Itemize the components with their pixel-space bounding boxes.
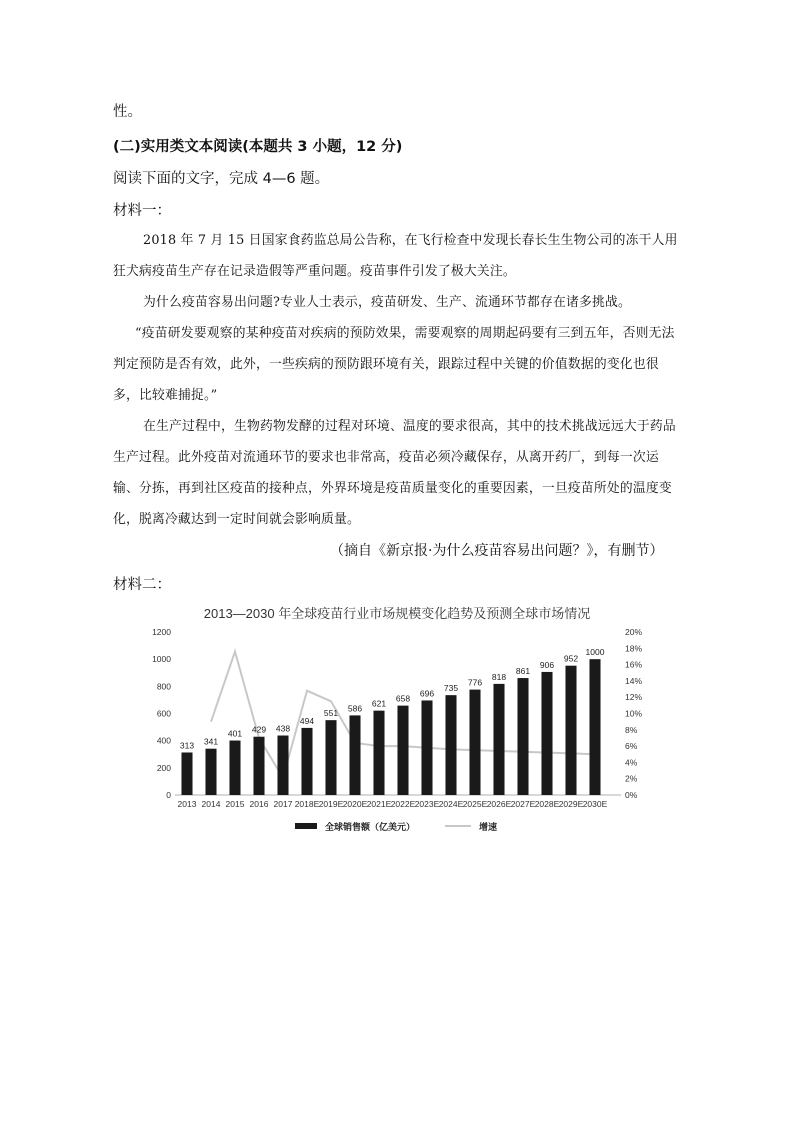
- x-axis-tick-label: 2020E: [342, 799, 368, 809]
- right-axis-tick-label: 16%: [625, 659, 643, 670]
- sales-bar: [181, 752, 192, 795]
- left-axis-tick-label: 800: [156, 681, 171, 692]
- left-axis-tick-label: 600: [156, 708, 171, 719]
- paragraph-1: [113, 225, 683, 287]
- sales-bar: [277, 736, 288, 795]
- paragraph-4-text: 在生产过程中，生物药物发酵的过程对环境、温度的要求很高，其中的技术挑战远远大于药品生产过程。此外疫苗对流通环节的要求也非常高，疫苗必须冷藏保存，从离开药厂，到每一次运输、分拣，再到社区疫苗的接种点，外界环境是疫苗质量变化的重要因素，一旦疫苗所处的温度变化，脱离冷藏达到一定时间就会影响质量。: [113, 419, 676, 527]
- sales-bar: [205, 749, 216, 795]
- sales-bar: [229, 741, 240, 795]
- sales-bar: [493, 684, 504, 795]
- paragraph-1-text: 2018 年 7 月 15 日国家食药监总局公告称，在飞行检查中发现长春长生生物公司的冻干人用狂犬病疫苗生产存在记录造假等严重问题。疫苗事件引发了极大关注。: [113, 233, 678, 279]
- left-axis-tick-label: 1000: [152, 654, 171, 665]
- legend-label-growth: 增速: [479, 822, 498, 832]
- x-axis-tick-label: 2019E: [318, 799, 344, 809]
- right-axis-tick-label: 4%: [625, 757, 638, 768]
- paragraph-3-text: “疫苗研发要观察的某种疫苗对疾病的预防效果，需要观察的周期起码要有三到五年，否则无法判定预防是否有效，此外，一些疾病的预防跟环境有关，跟踪过程中关键的价值数据的变化也很多，比较难捕捉。”: [113, 326, 675, 403]
- right-axis-tick-label: 18%: [625, 643, 643, 654]
- sales-bar: [373, 711, 384, 795]
- x-axis-tick-label: 2014: [201, 799, 221, 809]
- x-axis-tick-label: 2018E: [294, 799, 320, 809]
- sales-bar: [253, 737, 264, 795]
- continuation-text: 性。: [113, 104, 142, 120]
- right-axis-tick-label: 10%: [625, 708, 643, 719]
- x-axis-tick-label: 2026E: [486, 799, 512, 809]
- bar-value-label: 621: [371, 698, 387, 709]
- sales-bar: [349, 715, 360, 795]
- bar-value-label: 438: [275, 723, 291, 734]
- legend-label-sales: 全球销售额（亿美元）: [325, 822, 416, 832]
- sales-bar: [421, 700, 432, 795]
- sales-bar: [325, 720, 336, 795]
- paragraph-3: [113, 318, 683, 411]
- right-axis-tick-label: 14%: [625, 675, 643, 686]
- x-axis-tick-label: 2027E: [510, 799, 536, 809]
- bar-value-label: 818: [491, 671, 507, 682]
- x-axis-tick-label: 2023E: [414, 799, 440, 809]
- right-axis-tick-label: 20%: [625, 627, 643, 637]
- bar-value-label: 429: [251, 724, 267, 735]
- bar-value-label: 952: [563, 653, 579, 664]
- x-axis-tick-label: 2013: [177, 799, 197, 809]
- sales-bar: [301, 728, 312, 795]
- left-axis-tick-label: 1200: [152, 627, 171, 637]
- x-axis-tick-label: 2017: [273, 799, 293, 809]
- bar-value-label: 776: [467, 677, 483, 688]
- right-axis-tick-label: 6%: [625, 741, 638, 752]
- bar-value-label: 341: [203, 736, 219, 747]
- sales-bar: [397, 706, 408, 795]
- chart-title: 2013—2030 年全球疫苗行业市场规模变化趋势及预测全球市场情况: [203, 606, 591, 621]
- right-axis-tick-label: 0%: [625, 790, 638, 800]
- legend-swatch-sales: [295, 823, 317, 829]
- section-title: (二)实用类文本阅读(本题共 3 小题，12 分): [113, 139, 403, 155]
- source-citation: （摘自《新京报·为什么疫苗容易出问题？》，有删节）: [330, 543, 664, 559]
- x-axis-tick-label: 2029E: [558, 799, 584, 809]
- x-axis-tick-label: 2021E: [366, 799, 392, 809]
- sales-bar: [541, 672, 552, 795]
- left-axis-tick-label: 200: [156, 762, 171, 773]
- x-axis-tick-label: 2016: [249, 799, 269, 809]
- bar-value-label: 1000: [585, 647, 605, 658]
- x-axis-tick-label: 2030E: [582, 799, 608, 809]
- sales-bar: [469, 690, 480, 795]
- paragraph-4: [113, 411, 683, 535]
- bar-value-label: 696: [419, 688, 435, 699]
- x-axis-tick-label: 2024E: [438, 799, 464, 809]
- sales-bar: [565, 666, 576, 795]
- right-axis-tick-label: 8%: [625, 724, 638, 735]
- x-axis-tick-label: 2015: [225, 799, 245, 809]
- bar-value-label: 551: [323, 708, 339, 719]
- bar-value-label: 313: [179, 740, 195, 751]
- left-axis-tick-label: 0: [166, 790, 171, 800]
- x-axis-tick-label: 2025E: [462, 799, 488, 809]
- sales-bar: [517, 678, 528, 795]
- bar-value-label: 735: [443, 683, 459, 694]
- right-axis-tick-label: 2%: [625, 773, 638, 784]
- paragraph-2: [113, 287, 683, 318]
- bar-value-label: 658: [395, 693, 411, 704]
- sales-bar: [589, 659, 600, 795]
- bar-value-label: 861: [515, 666, 531, 677]
- left-axis-tick-label: 400: [156, 735, 171, 746]
- paragraph-2-text: 为什么疫苗容易出问题?专业人士表示，疫苗研发、生产、流通环节都存在诸多挑战。: [143, 295, 631, 310]
- bar-value-label: 494: [299, 715, 315, 726]
- market-chart: [152, 598, 660, 843]
- bar-value-label: 401: [227, 728, 243, 739]
- x-axis-tick-label: 2022E: [390, 799, 416, 809]
- bar-value-label: 906: [539, 659, 555, 670]
- material2-label: 材料二：: [113, 577, 171, 593]
- material1-label: 材料一：: [113, 203, 171, 219]
- instruction-text: 阅读下面的文字，完成 4—6 题。: [113, 171, 330, 187]
- sales-bar: [445, 695, 456, 795]
- x-axis-tick-label: 2028E: [534, 799, 560, 809]
- right-axis-tick-label: 12%: [625, 692, 643, 703]
- bar-value-label: 586: [347, 703, 363, 714]
